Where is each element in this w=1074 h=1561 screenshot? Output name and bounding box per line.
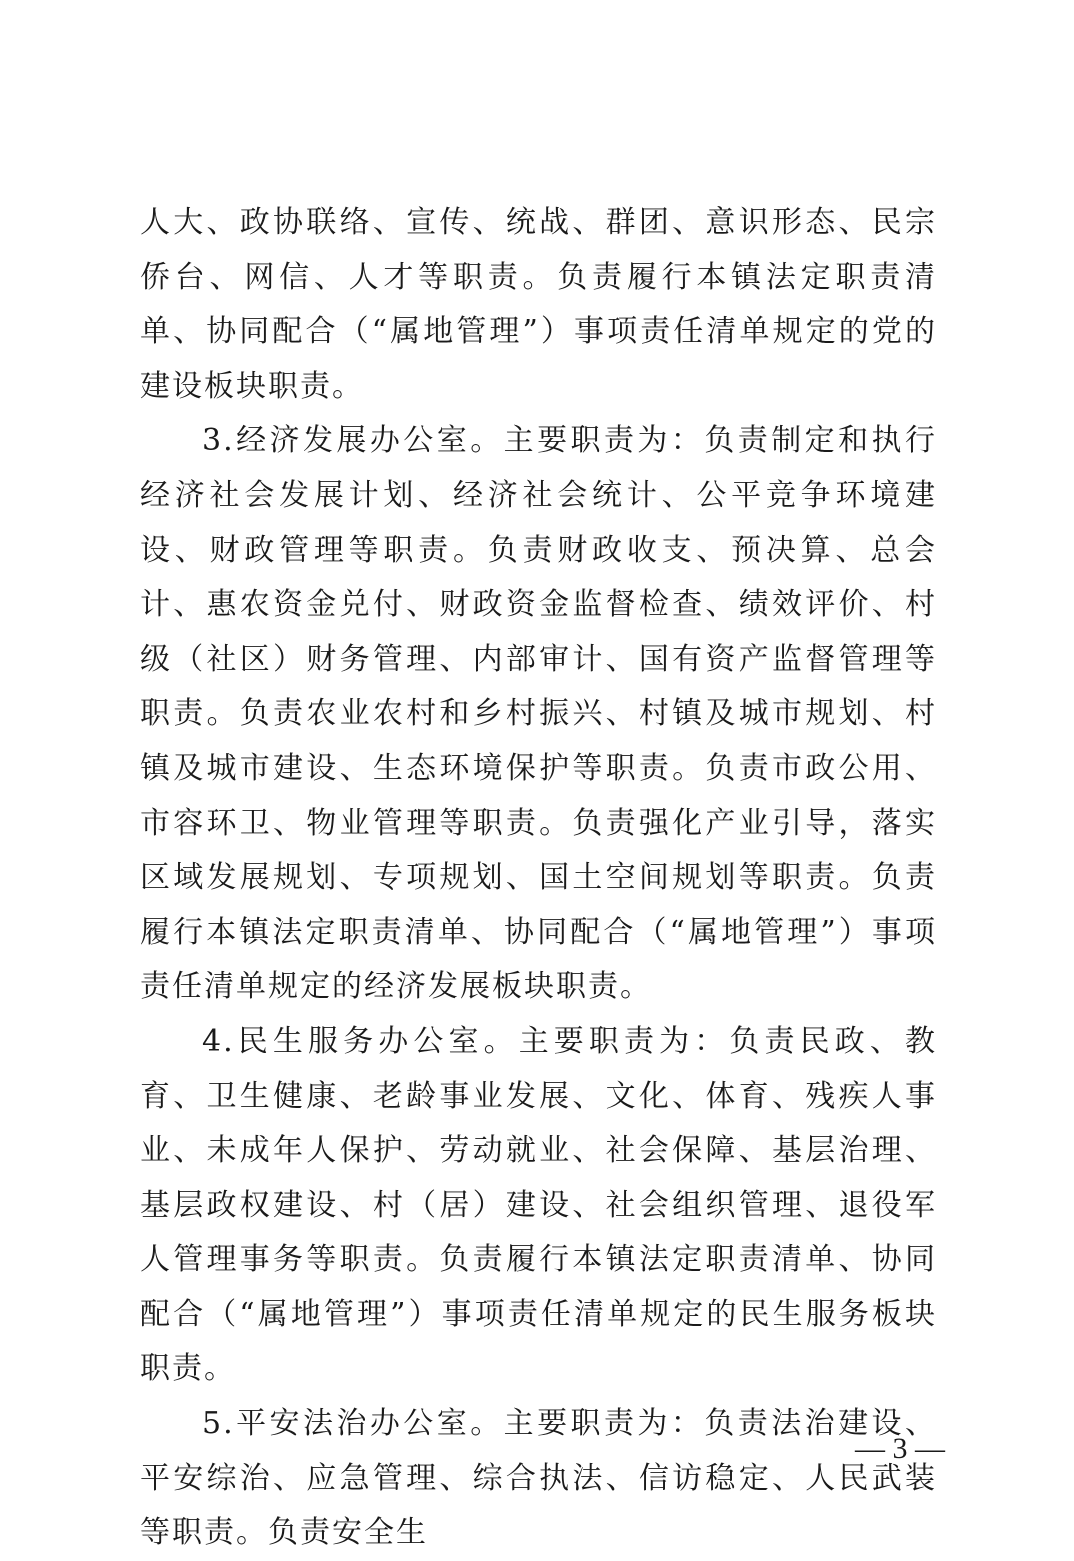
paragraph-safety-rule-of-law-office: 5.平安法治办公室。主要职责为：负责法治建设、平安综治、应急管理、综合执法、信访稳定、人民武装等职责。负责安全生 (140, 1406, 937, 1551)
page-number: — 3 — (855, 1432, 945, 1465)
paragraph-economic-development-office: 3.经济发展办公室。主要职责为：负责制定和执行经济社会发展计划、经济社会统计、公平竞争环境建设、财政管理等职责。负责财政收支、预决算、总会计、惠农资金兑付、财政资金监督检查、绩效评价、村级（社区）财务管理、内部审计、国有资产监督管理等职责。负责农业农村和乡村振兴、村镇及城市规划、村镇及城市建设、生态环境保护等职责。负责市政公用、市容环卫、物业管理等职责。负责强化产业引导，落实区域发展规划、专项规划、国土空间规划等职责。负责履行本镇法定职责清单、协同配合（“属地管理”）事项责任清单规定的经济发展板块职责。 (140, 423, 937, 1005)
paragraph-party-building-continued: 人大、政协联络、宣传、统战、群团、意识形态、民宗侨台、网信、人才等职责。负责履行本镇法定职责清单、协同配合（“属地管理”）事项责任清单规定的党的建设板块职责。 (140, 205, 937, 404)
document-body (140, 196, 937, 1561)
paragraph-livelihood-services-office: 4.民生服务办公室。主要职责为：负责民政、教育、卫生健康、老龄事业发展、文化、体育、残疾人事业、未成年人保护、劳动就业、社会保障、基层治理、基层政权建设、村（居）建设、社会组织管理、退役军人管理事务等职责。负责履行本镇法定职责清单、协同配合（“属地管理”）事项责任清单规定的民生服务板块职责。 (140, 1023, 937, 1387)
